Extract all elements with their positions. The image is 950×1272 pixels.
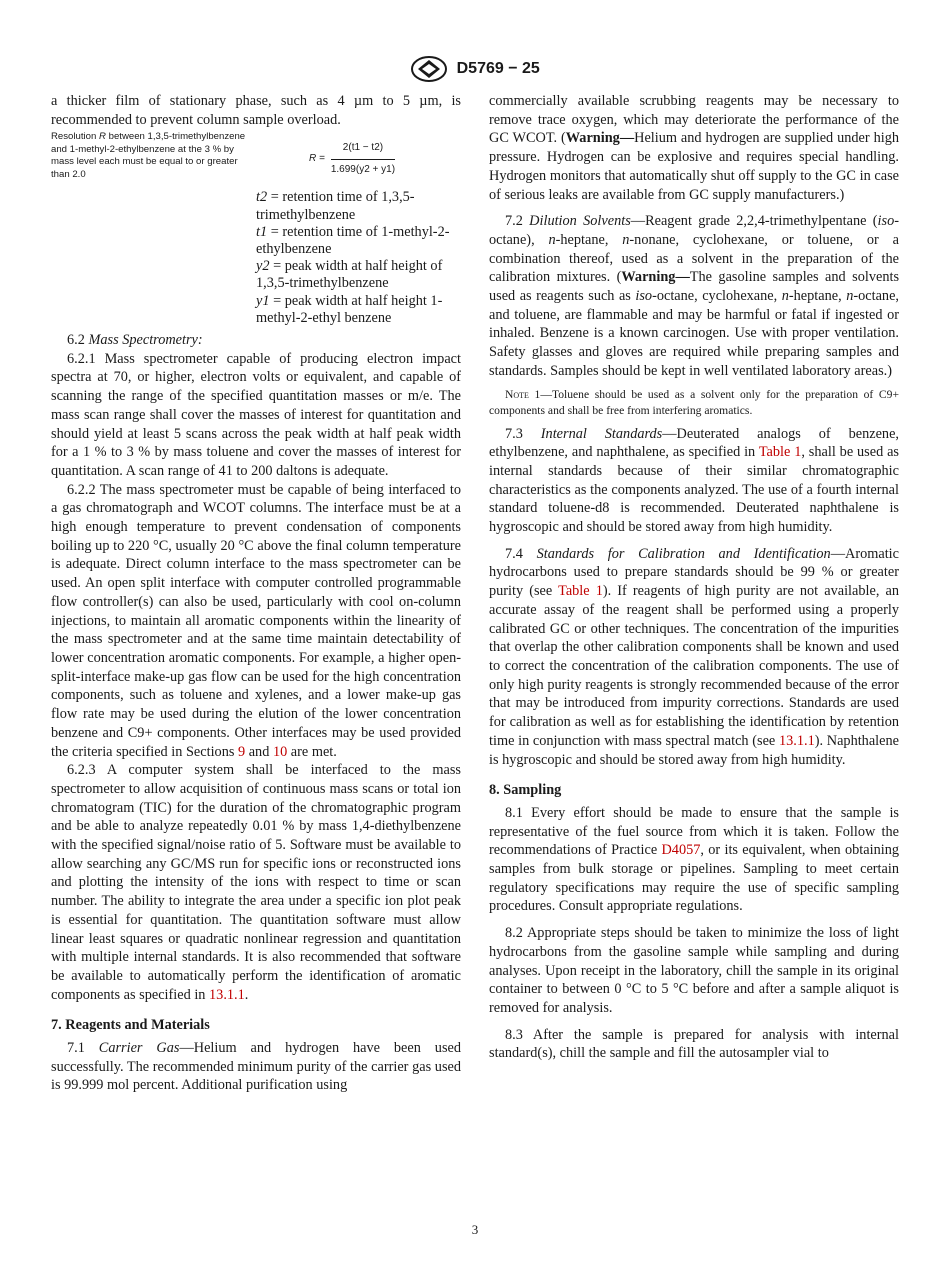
link-section-10[interactable]: 10 [272,743,288,760]
paragraph-7-1-continued: commercially available scrubbing reagents may be necessary to remove trace oxygen, which may deteriorate the performance of the GC WCOT. (Warning—Helium and hydrogen are supplied under high pressure. Hydrogen can be explosive and requires special handling. Hydrogen monitors that automatically shut off supply to the GC in case of serious leaks are available from GC supply manufacturers.) [489,93,899,203]
paragraph-6-2-1: 6.2.1 Mass spectrometer capable of producing electron impact spectra at 70, or higher, electron volts or equivalent, and capable of scanning the range of the specified quantitation masses or m/e. The mass scan range shall cover the masses of interest for quantitation and should yield at least 5 scans across the peak width at half peak width for a 1 % to 3 % by mass toluene and cover the masses of interest for quantitation. A scan range of 41 to 200 daltons is adequate. [51,350,461,479]
definition-t2: t2 = retention time of 1,3,5-trimethylbenzene [256,189,415,223]
formula-label: Resolution R between 1,3,5-trimethylbenzene and 1-methyl-2-ethylbenzene at the 3 % by mass level each must be equal to or greater than 2.0 [51,131,246,180]
page-number: 3 [471,1222,479,1237]
note-1: Note 1—Toluene should be used as a solvent only for the preparation of C9+ components and shall be free from interfering aromatics. [489,387,899,417]
definition-y1: y1 = peak width at half height 1-methyl-2-ethyl benzene [256,292,443,326]
section-7-heading: 7. Reagents and Materials [51,1017,210,1034]
paragraph-intro: a thicker film of stationary phase, such as 4 µm to 5 µm, is recommended to prevent column sample overload. [51,93,461,128]
link-table-1[interactable]: Table 1 [558,583,603,600]
resolution-formula [309,139,395,179]
definition-y2: y2 = peak width at half height of 1,3,5-trimethylbenzene [256,258,443,292]
definition-t1: t1 = retention time of 1-methyl-2-ethylbenzene [256,223,450,258]
link-d4057[interactable]: D4057 [661,842,701,859]
section-8-heading: 8. Sampling [489,782,562,799]
formula-definitions [256,189,461,327]
paragraph-6-2-3: 6.2.3 A computer system shall be interfaced to the mass spectrometer to allow acquisition of continuous mass scans or total ion chromatogram (TIC) for the duration of the chromatographic program and be able to analyze repeatedly 0.01 % by mass 1,4-diethylbenzene with the specified signal/noise ratio of 5. Software must be available to allow searching any GC/MS run for specific ions or reconstructed ions and plotting the intensity of the ions with respect to time or scan number. The ability to integrate the area under a specific ion plot peak is essential for quantitation. The quantitation software must allow linear least squares or quadratic nonlinear regression and quantitation with multiple internal standards. It is also recommended that software be available to automatically perform the identification of aromatic components as specified in 13.1.1. [51,762,461,1003]
paragraph-7-2: 7.2 Dilution Solvents—Reagent grade 2,2,4-trimethylpentane (iso-octane), n-heptane, n-nonane, cyclohexane, or toluene, or a combination thereof, used as a solvent in the preparation of the calibration mixtures. (Warning—The gasoline samples and solvents used as reagents such as iso-octane, cyclohexane, n-heptane, n-octane, and toluene, are flammable and may be harmful or fatal if ingested or inhaled. Benzene is a known carcinogen. Use with proper ventilation. Safety glasses and gloves are required while preparing samples and standards. Samples should be kept in well ventilated laboratory areas.) [489,213,900,379]
link-13-1-1[interactable]: 13.1.1 [778,732,815,749]
right-column [489,92,899,1063]
formula-denominator: 1.699(y2 + y1) [330,164,396,176]
paragraph-6-2-2: 6.2.2 The mass spectrometer must be capable of being interfaced to a gas chromatograph and WCOT columns. The interface must be at a high enough temperature to prevent condensation of components boiling up to 220 °C, usually 20 °C above the final column temperature is adequate. Direct column interface to the mass spectrometer can be used. An open split interface with computer controlled programmable flow controller(s) can also be used, particularly with cool on-column injections, to maintain all aromatic components within the linearity of the mass spectrometer and at the same time maintain detectability of lower concentration aromatic components. For example, a higher open-split-interface make-up gas flow can be used for the high concentration components, such as toluene and xylenes, and a lower make-up gas flow rate may be used during the elution of the lower concentration benzene and C9+ components. Other interfaces may be used provided the criteria specified in Sections 9 and 10 are met. [51,481,461,760]
page-header [0,56,950,82]
document-designation: D5769 − 25 [456,60,540,77]
resolution-formula-block [51,129,461,189]
section-6-2-heading: 6.2 Mass Spectrometry: [67,332,203,349]
formula-numerator: 2(t1 − t2) [331,139,395,160]
paragraph-8-2: 8.2 Appropriate steps should be taken to minimize the loss of light hydrocarbons from the gasoline sample while sampling and during analyses. Upon receipt in the laboratory, chill the sample in its original container to between 0 °C to 5 °C before and after a sample aliquot is removed for analysis. [489,925,899,1016]
paragraph-8-1: 8.1 Every effort should be made to ensure that the sample is representative of the fuel source from which it is taken. Follow the recommendations of Practice D4057, or its equivalent, when obtaining samples from bulk storage or pipelines. Sampling to meet certain regulatory specifications may require the use of specific sampling procedures. Consult appropriate regulations. [489,804,899,915]
paragraph-8-3: 8.3 After the sample is prepared for analysis with internal standard(s), chill the sample and fill the autosampler vial to [489,1026,899,1062]
paragraph-7-1: 7.1 Carrier Gas—Helium and hydrogen have been used successfully. The recommended minimum purity of the carrier gas used is 99.999 mol percent. Additional purification using [51,1040,462,1094]
formula-fraction [331,139,395,179]
left-column [51,92,461,1095]
paragraph-7-3: 7.3 Internal Standards—Deuterated analogs of benzene, ethylbenzene, and naphthalene, as specified in Table 1, shall be used as internal standards because of their similar chromatographic characteristics as the components analyzed. The use of a fourth internal standard toluene-d8 is recommended. Deuterated naphthalene is hygroscopic and should be stored away from high humidity. [489,425,899,536]
link-section-9[interactable]: 9 [237,743,246,760]
astm-logo-icon [410,56,448,82]
link-table-1[interactable]: Table 1 [758,444,802,461]
link-13-1-1[interactable]: 13.1.1 [209,986,245,1003]
paragraph-7-4: 7.4 Standards for Calibration and Identification—Aromatic hydrocarbons used to prepare standards should be 99 % or greater purity (see Table 1). If reagents of high purity are not available, an accurate assay of the reagent shall be performed using a properly calibrated GC or other techniques. The concentration of the impurities that overlap the other calibration components shall be known and used to correct the concentration of the calibration components. The use of only high purity reagents is strongly recommended because of the error that may be introduced from impurity corrections. Standards are used for calibration as well as for establishing the identification by retention time in conjunction with mass spectral match (see 13.1.1). Naphthalene is hygroscopic and should be stored away from high humidity. [489,545,899,768]
formula-lhs: R = [309,153,325,165]
